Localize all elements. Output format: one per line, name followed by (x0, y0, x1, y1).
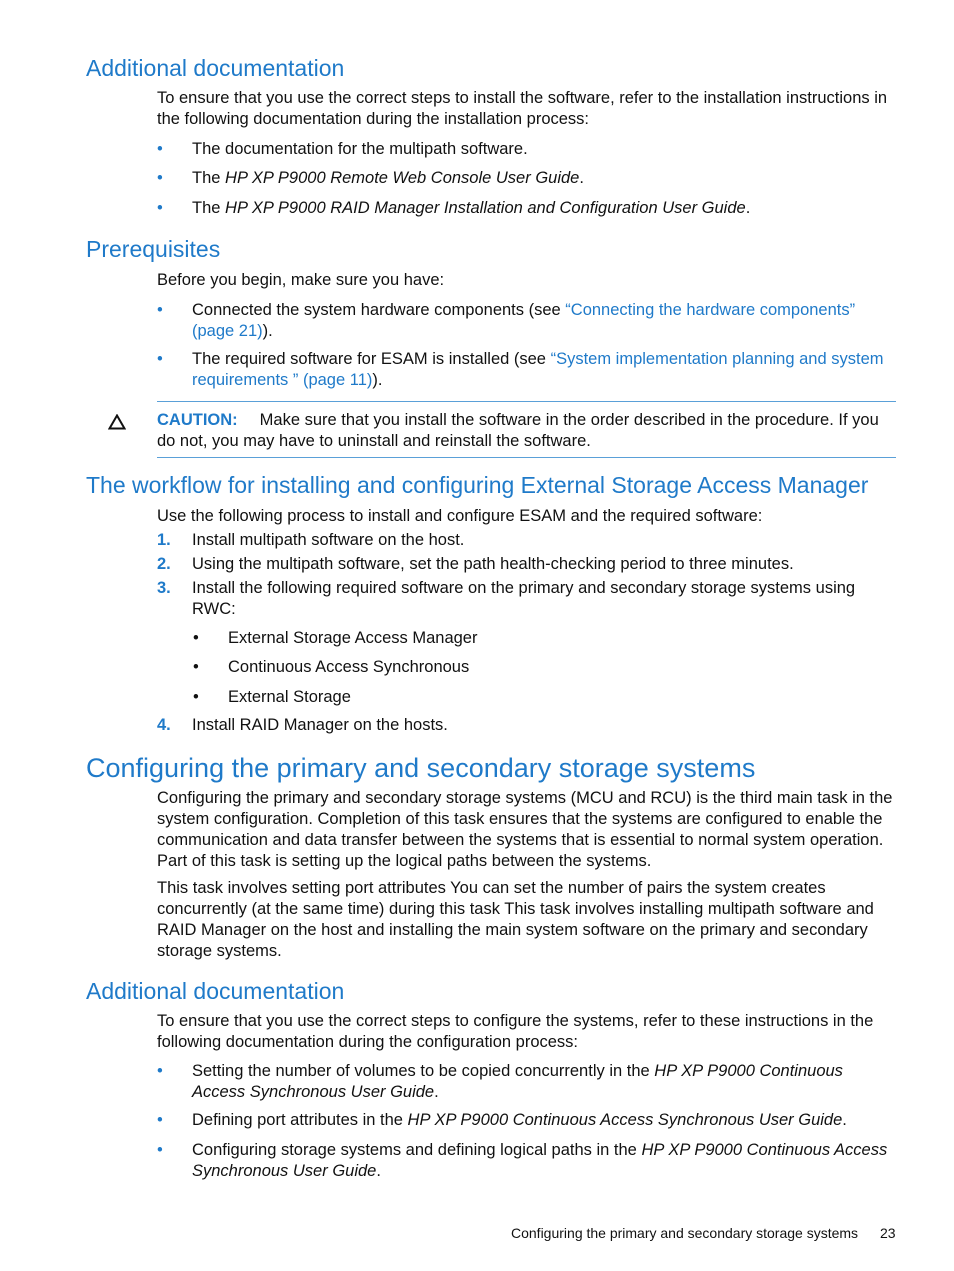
list-item: • Connected the system hardware components (see “Connecting the hardware components” (page 21)). (157, 301, 856, 340)
caution-text: Make sure that you install the software in the order described in the procedure. If you do not, you may have to uninstall and reinstall the software. (157, 411, 879, 450)
step-number: 1. (157, 531, 171, 549)
footer-section-title: Configuring the primary and secondary storage systems (511, 1225, 859, 1241)
link-connecting-hardware[interactable]: “Connecting the hardware components” (page 21) (192, 301, 856, 340)
sub-list-item: • External Storage Access Manager (193, 629, 478, 647)
bullet-icon: • (157, 301, 163, 319)
list-item: • The required software for ESAM is installed (see “System implementation planning and system requirements ” (page 11)). (157, 350, 884, 389)
page-number: 23 (880, 1225, 896, 1241)
bullet-icon: • (193, 658, 199, 676)
heading-workflow: The workflow for installing and configuring External Storage Access Manager (86, 472, 869, 498)
paragraph: Configuring the primary and secondary storage systems (MCU and RCU) is the third main task in the system configuration. Completion of this task ensures that the systems are configured to enable the communication and data transfer between the systems that is essential to normal system operation. Part of this task is setting up the logical paths between the systems. (157, 789, 893, 870)
step-number: 4. (157, 716, 171, 734)
link-system-requirements[interactable]: “System implementation planning and system requirements ” (page 11) (192, 350, 884, 389)
bullet-icon: • (157, 1062, 163, 1080)
paragraph: Before you begin, make sure you have: (157, 271, 445, 289)
list-item: • The HP XP P9000 RAID Manager Installation and Configuration User Guide. (157, 199, 751, 217)
list-item: • Configuring storage systems and defining logical paths in the HP XP P9000 Continuous Access Synchronous User Guide. (157, 1141, 888, 1180)
list-item: • The HP XP P9000 Remote Web Console User Guide. (157, 169, 584, 187)
sub-list-item: • Continuous Access Synchronous (193, 658, 470, 676)
paragraph: To ensure that you use the correct steps to install the software, refer to the installation instructions in the following documentation during the installation process: (157, 89, 888, 128)
warning-triangle-icon (108, 414, 126, 430)
step-number: 2. (157, 555, 171, 573)
bullet-icon: • (157, 350, 163, 368)
heading-configuring: Configuring the primary and secondary storage systems (86, 753, 756, 783)
bullet-icon: • (193, 629, 199, 647)
paragraph: To ensure that you use the correct steps to configure the systems, refer to these instructions in the following documentation during the configuration process: (157, 1012, 874, 1051)
list-item: • Setting the number of volumes to be copied concurrently in the HP XP P9000 Continuous Access Synchronous User Guide. (157, 1062, 843, 1101)
step-item: 3. Install the following required software on the primary and secondary storage systems using RWC: (157, 579, 856, 618)
step-item: 4. Install RAID Manager on the hosts. (157, 716, 448, 734)
step-item: 1. Install multipath software on the host. (157, 531, 465, 549)
paragraph: This task involves setting port attributes You can set the number of pairs the system creates concurrently (at the same time) during this task This task involves installing multipath software and RAID Manager on the host and installing the main system software on the primary and secondary storage systems. (157, 879, 874, 960)
bullet-icon: • (157, 140, 163, 158)
paragraph: Use the following process to install and configure ESAM and the required software: (157, 507, 763, 525)
heading-additional-documentation: Additional documentation (86, 55, 345, 81)
heading-additional-documentation-2: Additional documentation (86, 978, 345, 1004)
bullet-icon: • (193, 688, 199, 706)
step-item: 2. Using the multipath software, set the path health-checking period to three minutes. (157, 555, 794, 573)
step-number: 3. (157, 579, 171, 597)
bullet-icon: • (157, 1111, 163, 1129)
caution-label: CAUTION: (157, 411, 238, 429)
caution-note (157, 410, 897, 452)
caution-top-rule (157, 401, 896, 402)
sub-list-item: • External Storage (193, 688, 351, 706)
heading-prerequisites: Prerequisites (86, 236, 221, 262)
bullet-icon: • (157, 1141, 163, 1159)
bullet-icon: • (157, 169, 163, 187)
list-item: • Defining port attributes in the HP XP P9000 Continuous Access Synchronous User Guide. (157, 1111, 847, 1129)
caution-bottom-rule (157, 457, 896, 458)
list-item: • The documentation for the multipath software. (157, 140, 528, 158)
bullet-icon: • (157, 199, 163, 217)
